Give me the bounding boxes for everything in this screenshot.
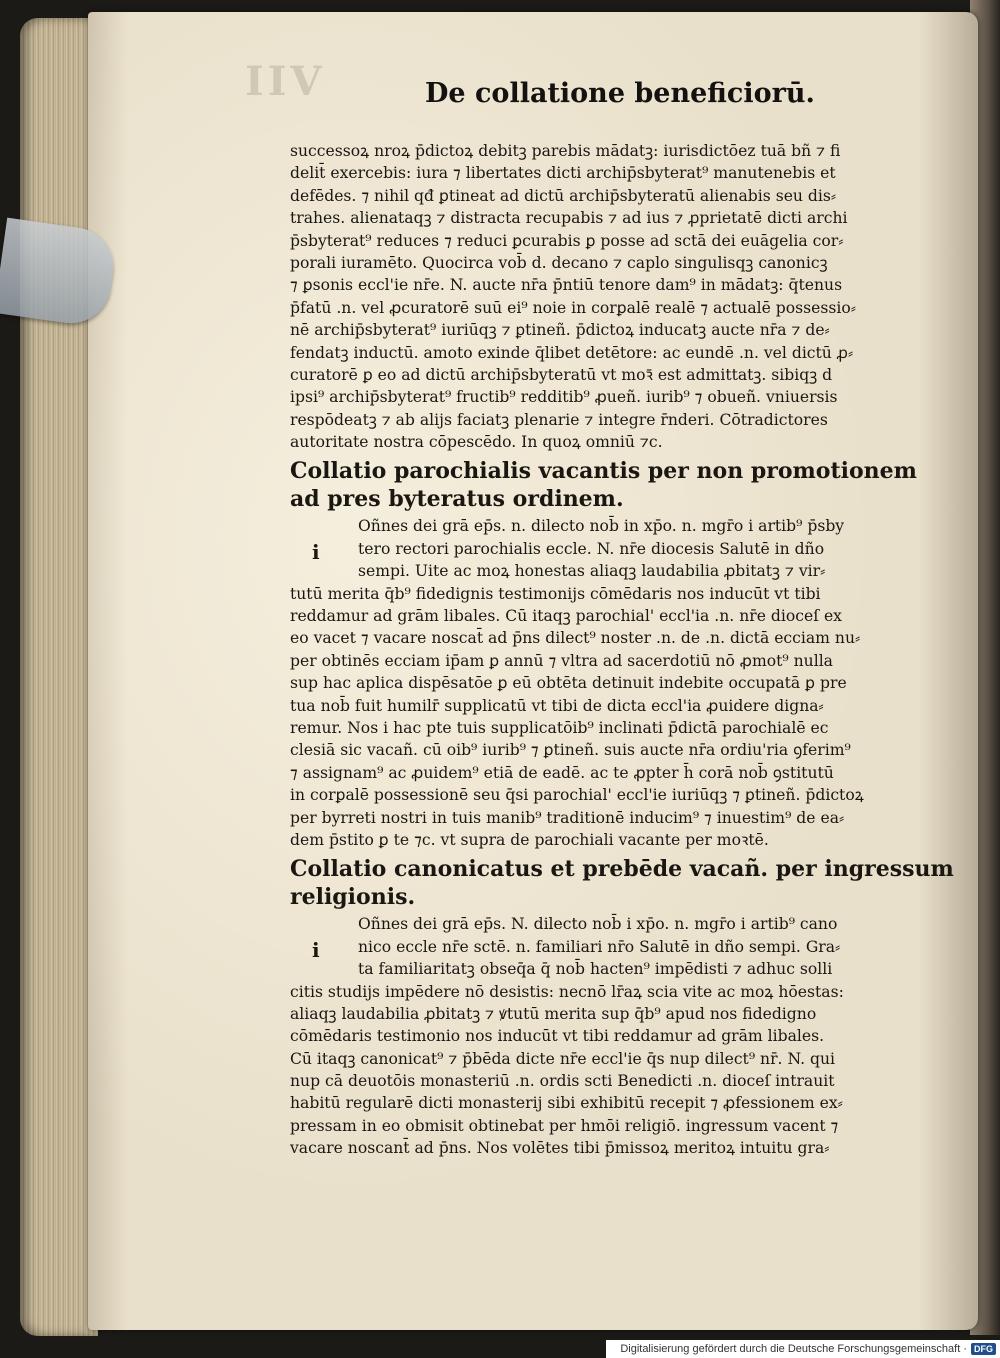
section-heading-2: Collatio canonicatus et prebēde vacañ. per ingressum: [290, 856, 954, 883]
text-line: sempi. Uite ac moꝝ honestas aliaqꝫ laudabilia ꝓbitatꝫ ⁊ vir⸗: [358, 562, 826, 581]
text-line: ⁊ ꝑsonis eccl'ie nr̄e. N. aucte nr̄a p̄ntiū tenore dam⁹ in mādatꝫ: q̄tenus: [290, 276, 843, 295]
text-line: nico eccle nr̄e sctē. n. familiari nr̄o Salutē in dño sempi. Gra⸗: [358, 937, 841, 956]
text-line: per byrreti nostri in tuis manib⁹ traditionē inducim⁹ ⁊ inuestim⁹ de ea⸗: [290, 808, 845, 827]
text-line: citis studijs impēdere nō desistis: necnō lr̄aꝝ scia vite ac moꝝ hōestas:: [290, 982, 844, 1001]
text-line: clesiā sic vacañ. cū oib⁹ iurib⁹ ⁊ ꝑtineñ. suis aucte nr̄a ordiu'ria ꝯferim⁹: [290, 741, 851, 760]
bleed-through-ghost: IIV: [245, 58, 326, 105]
text-line: ⁊ assignam⁹ ac ꝓuidem⁹ etiā de eadē. ac te ꝓpter h̄ corā nob̄ ꝯstitutū: [290, 763, 834, 782]
paragraph-2: [290, 515, 875, 851]
text-line: curatorē ꝑ eo ad dictū archip̄sbyteratū vt moꝛ̄ est admittatꝫ. sibiqꝫ d: [290, 365, 833, 384]
text-line: successoꝝ nroꝝ p̄dictoꝝ debitꝫ parebis mādatꝫ: iurisdictōez tuā bñ ⁊ fi: [290, 142, 841, 160]
page-text: [290, 138, 954, 1160]
initial-guide-letter: i: [312, 938, 320, 963]
section-heading-2-cont: religionis.: [290, 884, 416, 911]
section-heading-1-cont: ad pres byteratus ordinem.: [290, 486, 624, 513]
running-head: De collatione beneficiorū.: [425, 78, 815, 109]
text-line: Cū itaqꝫ canonicat⁹ ⁊ p̄bēda dicte nr̄e eccl'ie q̄s nup dilect⁹ nr̄. N. qui: [290, 1049, 836, 1068]
text-line: Oñnes dei grā ep̄s. N. dilecto nob̄ i xp̄o. n. mgr̄o i artib⁹ cano: [358, 915, 838, 934]
text-line: porali iuramēto. Quocirca vob̄ d. decano ⁊ caplo singulisqꝫ canonicꝫ: [290, 253, 828, 272]
text-line: reddamur ad grām libales. Cū itaqꝫ parochial' eccl'ia .n. nr̄e dioceſ ex: [290, 607, 842, 626]
text-line: nup cā deuotōis monasteriū .n. ordis scti Benedicti .n. dioceſ intrauit: [290, 1072, 835, 1091]
text-line: cōmēdaris testimonio nos inducūt vt tibi reddamur ad grām libales.: [290, 1027, 825, 1046]
text-line: p̄sbyterat⁹ reduces ⁊ reduci ꝑcurabis ꝑ posse ad sctā dei euāgelia cor⸗: [290, 231, 844, 250]
text-line: habitū regularē dicti monasterij sibi exhibitū recepit ⁊ ꝓfessionem ex⸗: [290, 1094, 843, 1113]
text-line: nē archip̄sbyterat⁹ iuriūqꝫ ⁊ ꝑtineñ. p̄dictoꝝ inducatꝫ aucte nr̄a ⁊ de⸗: [290, 321, 830, 340]
text-line: dem p̄stito ꝑ te ⁊c. vt supra de parochiali vacante per moꝛtē.: [290, 830, 769, 849]
text-line: trahes. alienataqꝫ ⁊ distracta recupabis ⁊ ad ius ⁊ ꝓprietatē dicti archi: [290, 209, 848, 228]
footer-credit: Digitalisierung gefördert durch die Deutsche Forschungsgemeinschaft ·: [620, 1343, 967, 1355]
text-line: aliaqꝫ laudabilia ꝓbitatꝫ ⁊ ꝟtutū merita sup q̄b⁹ apud nos fidedigno: [290, 1004, 817, 1023]
text-line: remur. Nos i hac pte tuis supplicatōib⁹ inclinati p̄dictā parochialē ec: [290, 718, 829, 737]
text-line: eo vacet ⁊ vacare noscat̄ ad p̄ns dilect⁹ noster .n. de .n. dictā ecciam nu⸗: [290, 629, 861, 648]
text-line: pressam in eo obmisit obtinebat per hmōi religiō. ingressum vacent ⁊: [290, 1116, 839, 1135]
section-heading-1: Collatio parochialis vacantis per non promotionem: [290, 458, 917, 485]
text-line: delit̄ exercebis: iura ⁊ libertates dicti archip̄sbyterat⁹ manutenebis et: [290, 164, 836, 183]
text-line: ipsi⁹ archip̄sbyterat⁹ fructib⁹ redditib⁹ ꝓueñ. iurib⁹ ⁊ obueñ. vniuersis: [290, 388, 838, 407]
paragraph-1: [290, 140, 875, 453]
book-page-edges: [20, 18, 98, 1336]
initial-guide-letter: i: [312, 540, 320, 565]
dfg-logo: DFG: [971, 1343, 996, 1355]
text-line: p̄fatū .n. vel ꝓcuratorē suū ei⁹ noie in corꝑalē realē ⁊ actualē possessio⸗: [290, 298, 856, 317]
text-line: ta familiaritatꝫ obseq̄a q̄ nob̄ hacten⁹ impēdisti ⁊ adhuc solli: [358, 960, 833, 979]
text-line: autoritate nostra cōpescēdo. In quoꝝ omniū ⁊c.: [290, 433, 663, 452]
text-line: tutū merita q̄b⁹ fidedignis testimonijs cōmēdaris nos inducūt vt tibi: [290, 584, 821, 603]
text-line: per obtinēs ecciam ip̄am ꝑ annū ⁊ vltra ad sacerdotiū nō ꝓmot⁹ nulla: [290, 651, 833, 670]
text-line: fendatꝫ inductū. amoto exinde q̄libet detētore: ac eundē .n. vel dictū ꝓ⸗: [290, 343, 854, 362]
text-line: tua nob̄ fuit humilr̄ supplicatū vt tibi de dicta eccl'ia ꝓuidere digna⸗: [290, 696, 824, 715]
paragraph-3: [290, 913, 875, 1159]
text-line: in corꝑalē possessionē seu q̄si parochial' eccl'ie iuriūqꝫ ⁊ ꝑtineñ. p̄dictoꝝ: [290, 786, 864, 805]
text-line: sup hac aplica dispēsatōe ꝑ eū obtēta detinuit indebite occupatā ꝑ pre: [290, 674, 847, 693]
text-line: tero rectori parochialis eccle. N. nr̄e diocesis Salutē in dño: [358, 539, 825, 558]
text-line: defēdes. ⁊ nihil qđ ꝑtineat ad dictū archip̄sbyteratū alienabis seu dis⸗: [290, 186, 837, 205]
text-line: vacare noscant̄ ad p̄ns. Nos volētes tibi p̄missoꝝ meritoꝝ intuitu gra⸗: [290, 1139, 830, 1158]
text-line: respōdeatꝫ ⁊ ab alijs faciatꝫ plenarie ⁊ integre r̄nderi. Cōtradictores: [290, 410, 828, 429]
digitization-footer: [606, 1340, 1000, 1358]
text-line: Oñnes dei grā ep̄s. n. dilecto nob̄ in xp̄o. n. mgr̄o i artib⁹ p̄sby: [358, 517, 845, 536]
